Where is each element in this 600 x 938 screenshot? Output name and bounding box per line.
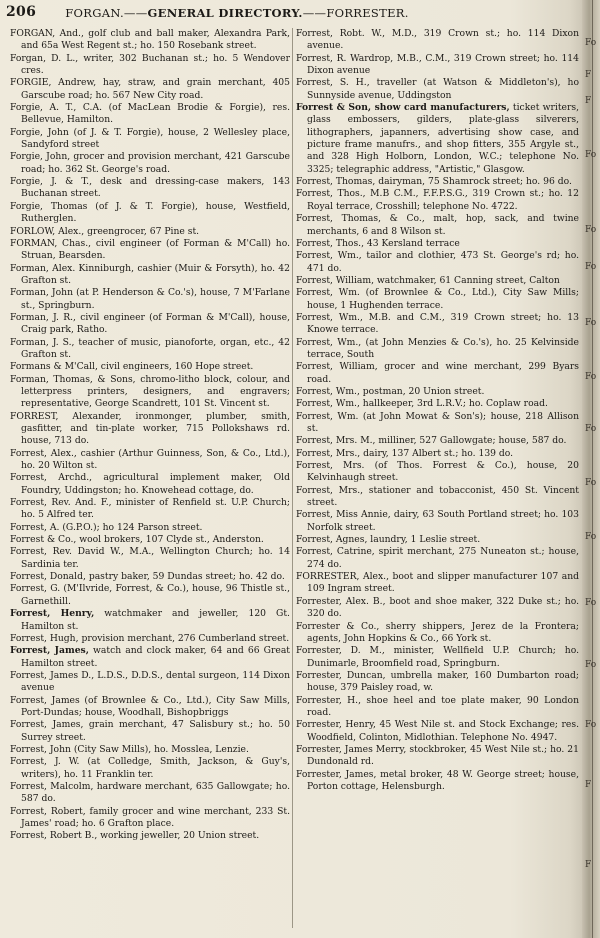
directory-entry: Forrest, Rev. David W., M.A., Wellington Church; ho. 14 Sardinia ter. [10,546,290,570]
header-left-word: FORGAN. [65,6,124,20]
directory-entry: Forrest, John (City Saw Mills), ho. Mosslea, Lenzie. [10,743,249,755]
directory-entry: Forrest, Wm., M.B. and C.M., 319 Crown street; ho. 13 Knowe terrace. [296,311,579,336]
directory-entry: Forgie, John (of J. & T. Forgie), house, 2 Wellesley place, Sandyford street [10,126,290,151]
column-divider [292,28,293,928]
directory-entry: Forrest, Robert, family grocer and wine merchant, 233 St. James' road; ho. 6 Grafton place. [10,805,290,829]
margin-fragment: Fo [585,318,597,328]
page-number: 206 [6,4,37,20]
directory-entry: Forrest, Mrs. (of Thos. Forrest & Co.), house, 20 Kelvinhaugh street. [296,460,579,484]
directory-entry: FORGAN, And., golf club and ball maker, Alexandra Park, and 65a West Regent st.; ho. 150 Rosebank street. [10,28,290,52]
directory-entry: Forrest, Wm. (at John Mowat & Son's); house, 218 Allison st. [296,410,579,434]
directory-entry: Forman, J. R., civil engineer (of Forman & M'Call), house, Craig park, Ratho. [10,311,290,336]
directory-entry: Forrester, H., shoe heel and toe plate maker, 90 London road. [296,694,579,718]
directory-entry: FORGIE, Andrew, hay, straw, and grain merchant, 405 Garscube road; ho. 567 New City road. [10,77,290,101]
directory-entry: FORLOW, Alex., greengrocer, 67 Pine st. [10,225,200,237]
directory-entry: Forrest, Wm., postman, 20 Union street. [296,385,485,397]
directory-entry: Forrest, Mrs. M., milliner, 527 Gallowgate; house, 587 do. [296,435,567,447]
margin-fragment: Fo [585,150,597,160]
margin-fragment: Fo [585,262,597,272]
directory-entry: Forrester & Co., sherry shippers, Jerez de la Frontera; agents, John Hopkins & Co., 66 York st. [296,620,579,644]
directory-entry: Forrest, Malcolm, hardware merchant, 635 Gallowgate; ho. 587 do. [10,780,290,805]
directory-entry: Forrest, Miss Annie, dairy, 63 South Portland street; ho. 103 Norfolk street. [296,509,579,533]
directory-entry: Forrest, Robert B., working jeweller, 20 Union street. [10,830,260,842]
margin-fragment: Fo [585,478,597,488]
directory-entry: Forrest, Thomas, dairyman, 75 Shamrock street; ho. 96 do. [296,176,572,188]
directory-entry: Forgie, Thomas (of J. & T. Forgie), house, Westfield, Rutherglen. [10,200,290,225]
directory-entry: Forrest, Mrs., dairy, 137 Albert st.; ho. 139 do. [296,447,514,459]
directory-entry: Forrest & Co., wool brokers, 107 Clyde st., Anderston. [10,534,264,546]
header-title: GENERAL DIRECTORY. [147,6,303,20]
header-right-word: FORRESTER. [326,6,409,20]
directory-entry: Forman, Thomas, & Sons, chromo-litho block, colour, and letterpress printers, designers, and engravers; representative, George Scandrett, 101 St. Vincent st. [10,373,290,410]
directory-entry: Forrest, Thomas, & Co., malt, hop, sack, and twine merchants, 6 and 8 Wilson st. [296,213,579,237]
directory-entry: Forman, John (at P. Henderson & Co.'s), house, 7 M'Farlane st., Springburn. [10,287,290,311]
directory-entry: Forrest, Mrs., stationer and tobacconist, 450 St. Vincent street. [296,484,579,509]
margin-fragment: Fo [585,424,597,434]
margin-fragment: Fo [585,225,597,235]
directory-entry: Forrest, Henry, watchmaker and jeweller, 120 Gt. Hamilton st. [10,608,290,632]
directory-entry: Forrest, James (of Brownlee & Co., Ltd.), City Saw Mills, Port-Dundas; house, Woodhall, Bishopbriggs [10,694,290,718]
directory-entry: Forrest, S. H., traveller (at Watson & Middleton's), ho Sunnyside avenue, Uddingston [296,77,579,101]
margin-fragment: Fo [585,598,597,608]
directory-entry: Forrest & Son, show card manufacturers, ticket writers, glass embossers, gilders, plate-glass silverers, lithographers, japanners, advertising show case, and picture frame manufrs., and shop fitters, 355 Argyle st., and 328 High Holborn, London, W.C.; telephone No. 3325; telegraphic address, "Artistic," Glasgow. [296,102,579,175]
directory-entry: Forrest, Robt. W., M.D., 319 Crown st.; ho. 114 Dixon avenue. [296,28,579,52]
right-column [296,28,579,934]
directory-entry: Forrest, R. Wardrop, M.B., C.M., 319 Crown street; ho. 114 Dixon avenue [296,52,579,77]
page-header [6,4,578,24]
directory-entry: Forrester, Duncan, umbrella maker, 160 Dumbarton road; house, 379 Paisley road, w. [296,669,579,694]
directory-entry: Forrest, Alex., cashier (Arthur Guinness, Son, & Co., Ltd.), ho. 20 Wilton st. [10,447,290,472]
directory-entry: FORMAN, Chas., civil engineer (of Forman & M'Call) ho. Struan, Bearsden. [10,237,290,262]
directory-entry: Forgie, J. & T., desk and dressing-case makers, 143 Buchanan street. [10,176,290,200]
directory-entry: Forgie, A. T., C.A. (of MacLean Brodie & Forgie), res. Bellevue, Hamilton. [10,102,290,126]
directory-entry: Forman, J. S., teacher of music, pianoforte, organ, etc., 42 Grafton st. [10,336,290,360]
directory-entry: Forgie, John, grocer and provision merchant, 421 Garscube road; ho. 362 St. George's road. [10,151,290,175]
directory-entry: Forrester, James Merry, stockbroker, 45 West Nile st.; ho. 21 Dundonald rd. [296,743,579,768]
margin-fragment: Fo [585,372,597,382]
directory-entry: Forrest, Agnes, laundry, 1 Leslie street. [296,534,481,546]
margin-fragment: Fo [585,532,597,542]
left-column [10,28,290,934]
margin-fragment: F [585,96,592,106]
running-head: FORGAN.——GENERAL DIRECTORY.——FORRESTER. [65,6,409,20]
page-gutter-line [592,0,593,938]
directory-entry: Forrest, Donald, pastry baker, 59 Dundas street; ho. 42 do. [10,571,285,583]
directory-entry: Forrest, G. (M'Ilvride, Forrest, & Co.), house, 96 Thistle st., Garnethill. [10,583,290,607]
directory-entry: Forrest, James, watch and clock maker, 64 and 66 Great Hamilton street. [10,645,290,669]
directory-entry: Forrester, Henry, 45 West Nile st. and Stock Exchange; res. Woodfield, Colinton, Midlothian. Telephone No. 4947. [296,719,579,743]
directory-entry: Forrest, Wm., (at John Menzies & Co.'s), ho. 25 Kelvinside terrace, South [296,336,579,360]
directory-entry: Forrest, James D., L.D.S., D.D.S., dental surgeon, 114 Dixon avenue [10,669,290,694]
directory-entry: Forrest, J. W. (at Colledge, Smith, Jackson, & Guy's, writers), ho. 11 Franklin ter. [10,756,290,780]
margin-fragment: Fo [585,660,597,670]
directory-entry: Forrest, Wm., tailor and clothier, 473 St. George's rd; ho. 471 do. [296,250,579,274]
directory-entry: Forrest, Wm., hallkeeper, 3rd L.R.V.; ho. Coplaw road. [296,398,548,410]
margin-fragment: F [585,780,592,790]
margin-fragment: Fo [585,720,597,730]
directory-entry: Forrest, Catrine, spirit merchant, 275 Nuneaton st.; house, 274 do. [296,546,579,570]
directory-entry: Forrest, James, grain merchant, 47 Salisbury st.; ho. 50 Surrey street. [10,719,290,743]
directory-entry: Forrest, Thos., M.B C.M., F.F.P.S.G., 319 Crown st.; ho. 12 Royal terrace, Crosshill; telephone No. 4722. [296,188,579,212]
directory-entry: FORRESTER, Alex., boot and slipper manufacturer 107 and 109 Ingram street. [296,571,579,595]
margin-fragment: Fo [585,38,597,48]
directory-entry: Forrester, James, metal broker, 48 W. George street; house, Porton cottage, Helensburgh. [296,768,579,792]
directory-entry: Forrester, D. M., minister, Wellfield U.P. Church; ho. Dunimarle, Broomfield road, Springburn. [296,645,579,669]
margin-fragment: F [585,860,592,870]
directory-entry: Forman, Alex. Kinniburgh, cashier (Muir & Forsyth), ho. 42 Grafton st. [10,262,290,286]
directory-entry: Formans & M'Call, civil engineers, 160 Hope street. [10,361,254,373]
directory-entry: Forrest, William, watchmaker, 61 Canning street, Calton [296,274,560,286]
directory-entry: FORREST, Alexander, ironmonger, plumber, smith, gasfitter, and tin-plate worker, 715 Pollokshaws rd. house, 713 do. [10,410,290,447]
directory-entry: Forrest, A. (G.P.O.); ho 124 Parson street. [10,521,203,533]
directory-entry: Forrester, Alex. B., boot and shoe maker, 322 Duke st.; ho. 320 do. [296,595,579,620]
directory-entry: Forrest, Wm. (of Brownlee & Co., Ltd.), City Saw Mills; house, 1 Hughenden terrace. [296,287,579,311]
adjacent-page-edge [582,0,600,938]
directory-entry: Forrest, Hugh, provision merchant, 276 Cumberland street. [10,632,290,644]
directory-entry: Forrest, Rev. And. F., minister of Renfield st. U.P. Church; ho. 5 Alfred ter. [10,497,290,521]
directory-entry: Forgan, D. L., writer, 302 Buchanan st.; ho. 5 Wendover cres. [10,52,290,77]
margin-fragment: F [585,70,592,80]
directory-entry: Forrest, William, grocer and wine merchant, 299 Byars road. [296,361,579,385]
directory-entry: Forrest, Archd., agricultural implement maker, Old Foundry, Uddingston; ho. Knowehead cottage, do. [10,472,290,496]
directory-entry: Forrest, Thos., 43 Kersland terrace [296,237,460,249]
